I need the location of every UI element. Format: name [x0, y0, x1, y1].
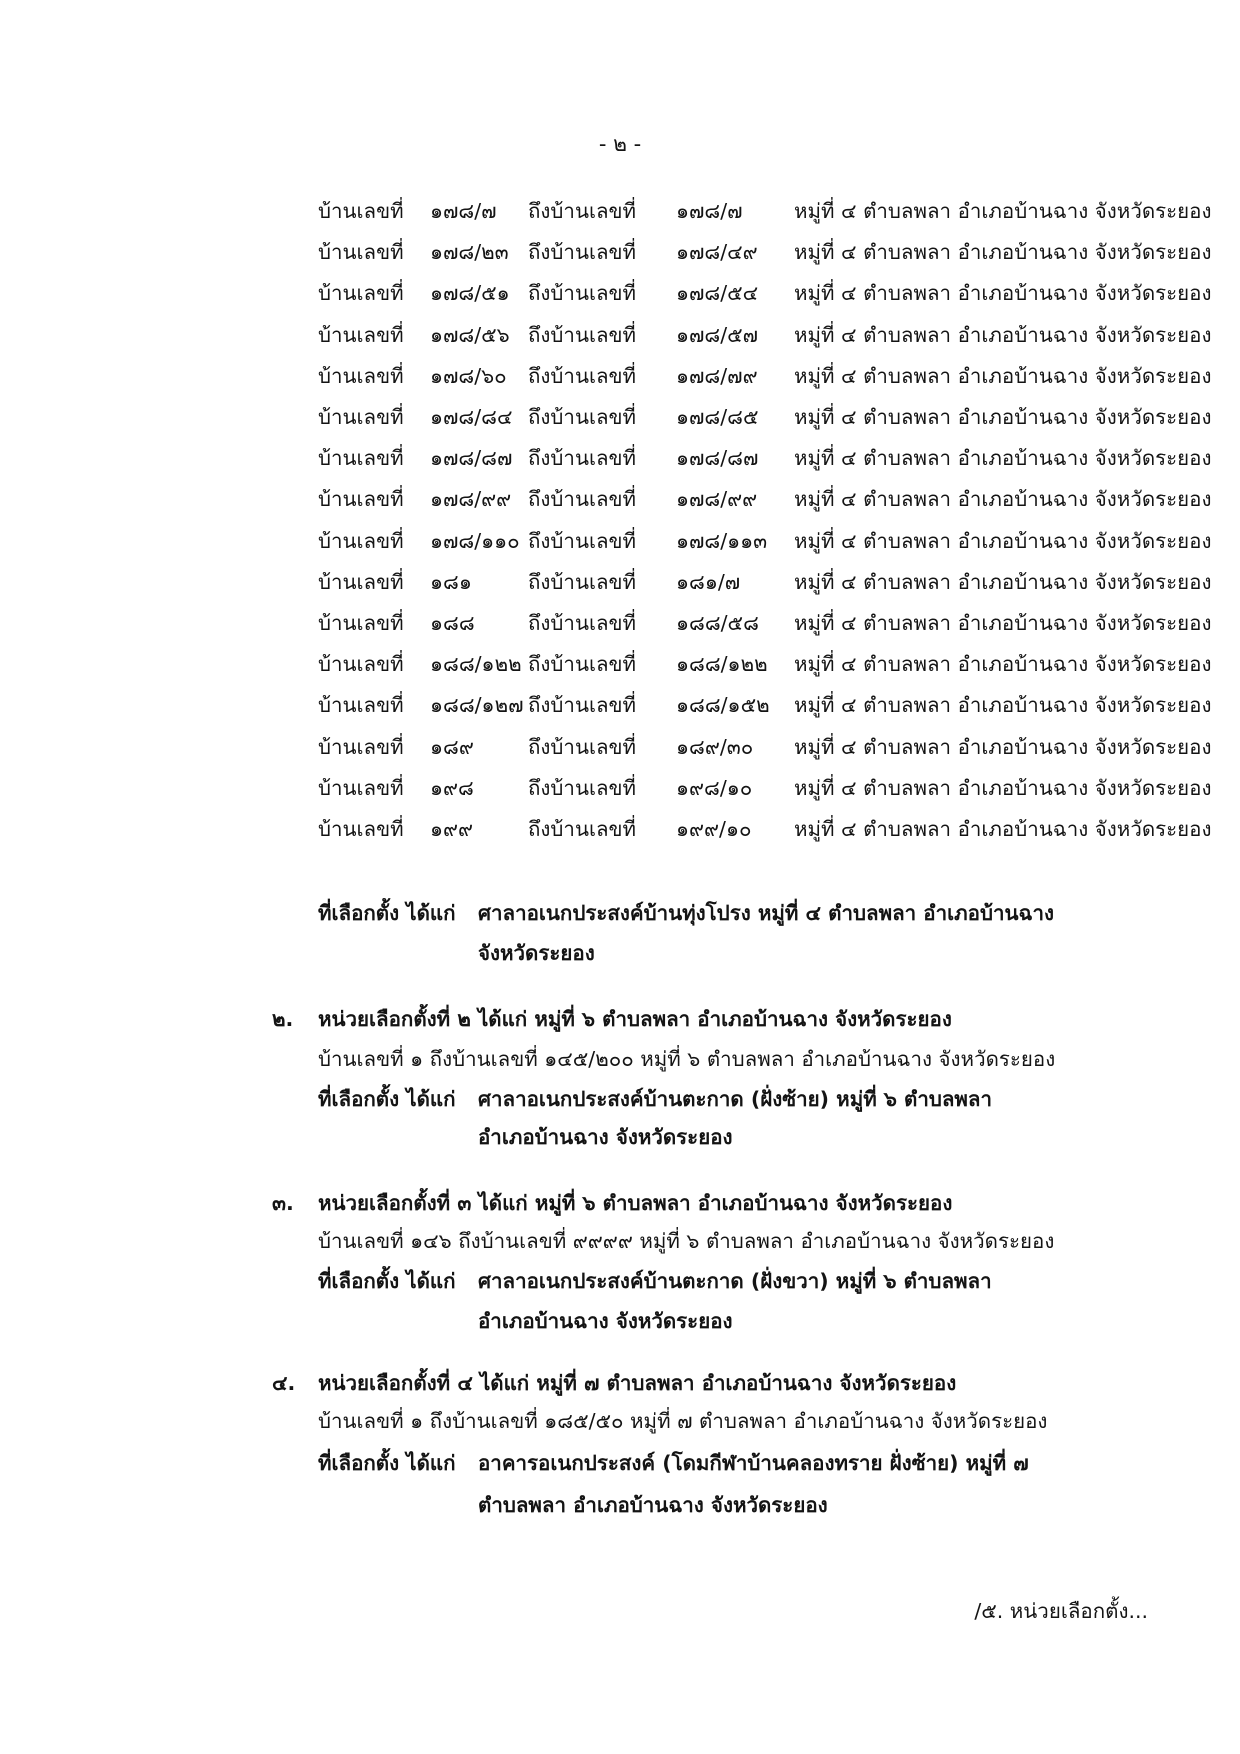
- address-from: ๑๗๘/๕๖: [430, 322, 510, 347]
- address-to-label: ถึงบ้านเลขที่: [528, 817, 637, 841]
- address-locality: หมู่ที่ ๔ ตำบลพลา อำเภอบ้านฉาง จังหวัดระยอง: [794, 528, 1212, 553]
- address-row: [318, 690, 1212, 720]
- address-to: ๑๗๘/๔๙: [676, 240, 758, 265]
- unit-number: ๔.: [272, 1371, 296, 1395]
- address-row: [318, 649, 1212, 679]
- address-to-label: ถึงบ้านเลขที่: [528, 693, 637, 718]
- address-to: ๑๗๘/๘๕: [676, 405, 759, 429]
- address-label: บ้านเลขที่: [318, 363, 404, 388]
- unit3-venue: [318, 1266, 992, 1296]
- address-label: บ้านเลขที่: [318, 487, 404, 512]
- address-locality: หมู่ที่ ๔ ตำบลพลา อำเภอบ้านฉาง จังหวัดระยอง: [794, 487, 1212, 512]
- unit2-venue: [318, 1084, 992, 1114]
- address-from: ๑๗๘/๙๙: [430, 487, 512, 512]
- venue-label: ที่เลือกตั้ง ได้แก่: [318, 1087, 456, 1111]
- address-to-label: ถึงบ้านเลขที่: [528, 363, 637, 388]
- unit4-venue-continued: ตำบลพลา อำเภอบ้านฉาง จังหวัดระยอง: [478, 1493, 828, 1517]
- address-to-label: ถึงบ้านเลขที่: [528, 446, 637, 471]
- address-label: บ้านเลขที่: [318, 734, 404, 759]
- unit3-heading: [272, 1188, 952, 1218]
- address-label: บ้านเลขที่: [318, 652, 404, 677]
- address-locality: หมู่ที่ ๔ ตำบลพลา อำเภอบ้านฉาง จังหวัดระยอง: [794, 693, 1212, 718]
- address-from: ๑๗๘/๑๑๐: [430, 528, 520, 553]
- address-locality: หมู่ที่ ๔ ตำบลพลา อำเภอบ้านฉาง จังหวัดระยอง: [794, 405, 1212, 429]
- address-to-label: ถึงบ้านเลขที่: [528, 487, 637, 512]
- unit4-address-row: บ้านเลขที่ ๑ ถึงบ้านเลขที่ ๑๘๕/๕๐ หมู่ที่ ๗ ตำบลพลา อำเภอบ้านฉาง จังหวัดระยอง: [318, 1409, 1048, 1433]
- address-from: ๑๘๘: [430, 611, 475, 635]
- address-to-label: ถึงบ้านเลขที่: [528, 569, 637, 594]
- address-locality: หมู่ที่ ๔ ตำบลพลา อำเภอบ้านฉาง จังหวัดระยอง: [794, 363, 1212, 388]
- address-to: ๑๘๘/๕๘: [676, 611, 759, 635]
- unit-number: ๓.: [272, 1191, 294, 1215]
- address-locality: หมู่ที่ ๔ ตำบลพลา อำเภอบ้านฉาง จังหวัดระยอง: [794, 281, 1212, 306]
- address-to: ๑๗๘/๕๗: [676, 322, 759, 347]
- venue-label: ที่เลือกตั้ง ได้แก่: [318, 901, 456, 925]
- address-row: [318, 320, 1212, 350]
- address-row: [318, 196, 1212, 226]
- address-to-label: ถึงบ้านเลขที่: [528, 322, 637, 347]
- address-label: บ้านเลขที่: [318, 405, 404, 429]
- address-label: บ้านเลขที่: [318, 322, 404, 347]
- address-from: ๑๘๑: [430, 569, 472, 594]
- venue-line: ศาลาอเนกประสงค์บ้านตะกาด (ฝั่งขวา) หมู่ที่ ๖ ตำบลพลา: [478, 1269, 992, 1293]
- unit-heading-text: หน่วยเลือกตั้งที่ ๓ ได้แก่ หมู่ที่ ๖ ตำบลพลา อำเภอบ้านฉาง จังหวัดระยอง: [318, 1191, 953, 1215]
- venue-label: ที่เลือกตั้ง ได้แก่: [318, 1451, 456, 1475]
- address-to-label: ถึงบ้านเลขที่: [528, 611, 637, 635]
- address-label: บ้านเลขที่: [318, 446, 404, 471]
- venue-label: ที่เลือกตั้ง ได้แก่: [318, 1269, 456, 1293]
- venue-line: ศาลาอเนกประสงค์บ้านทุ่งโปรง หมู่ที่ ๔ ตำบลพลา อำเภอบ้านฉาง: [478, 901, 1054, 925]
- address-from: ๑๗๘/๘๔: [430, 405, 513, 429]
- address-to-label: ถึงบ้านเลขที่: [528, 775, 637, 800]
- address-label: บ้านเลขที่: [318, 199, 404, 223]
- address-label: บ้านเลขที่: [318, 569, 404, 594]
- address-to: ๑๗๘/๕๔: [676, 281, 759, 306]
- address-row: [318, 443, 1212, 473]
- address-row: [318, 732, 1212, 762]
- address-row: [318, 608, 1212, 638]
- address-locality: หมู่ที่ ๔ ตำบลพลา อำเภอบ้านฉาง จังหวัดระยอง: [794, 240, 1212, 265]
- address-to: ๑๗๘/๘๗: [676, 446, 759, 471]
- address-to: ๑๗๘/๗: [676, 199, 743, 223]
- venue-line: ศาลาอเนกประสงค์บ้านตะกาด (ฝั่งซ้าย) หมู่ที่ ๖ ตำบลพลา: [478, 1087, 992, 1111]
- address-to: ๑๘๙/๓๐: [676, 734, 754, 759]
- address-locality: หมู่ที่ ๔ ตำบลพลา อำเภอบ้านฉาง จังหวัดระยอง: [794, 775, 1212, 800]
- address-to: ๑๘๘/๑๕๒: [676, 693, 770, 718]
- address-locality: หมู่ที่ ๔ ตำบลพลา อำเภอบ้านฉาง จังหวัดระยอง: [794, 611, 1212, 635]
- address-to: ๑๗๘/๑๑๓: [676, 528, 768, 553]
- address-label: บ้านเลขที่: [318, 281, 404, 306]
- address-to-label: ถึงบ้านเลขที่: [528, 405, 637, 429]
- address-from: ๑๗๘/๕๑: [430, 281, 510, 306]
- address-to-label: ถึงบ้านเลขที่: [528, 199, 637, 223]
- address-locality: หมู่ที่ ๔ ตำบลพลา อำเภอบ้านฉาง จังหวัดระยอง: [794, 569, 1212, 594]
- address-from: ๑๗๘/๒๓: [430, 240, 509, 265]
- address-to-label: ถึงบ้านเลขที่: [528, 652, 637, 677]
- address-row: [318, 402, 1212, 432]
- unit2-heading: [272, 1004, 952, 1034]
- address-locality: หมู่ที่ ๔ ตำบลพลา อำเภอบ้านฉาง จังหวัดระยอง: [794, 322, 1212, 347]
- address-row: [318, 484, 1212, 514]
- address-label: บ้านเลขที่: [318, 611, 404, 635]
- continuation-note: /๕. หน่วยเลือกตั้ง...: [974, 1599, 1148, 1623]
- address-label: บ้านเลขที่: [318, 528, 404, 553]
- unit1-venue: [318, 898, 1054, 928]
- address-row: [318, 814, 1212, 844]
- address-row: [318, 567, 1212, 597]
- address-row: [318, 361, 1212, 391]
- address-locality: หมู่ที่ ๔ ตำบลพลา อำเภอบ้านฉาง จังหวัดระยอง: [794, 446, 1212, 471]
- address-label: บ้านเลขที่: [318, 240, 404, 265]
- address-from: ๑๗๘/๗: [430, 199, 497, 223]
- address-locality: หมู่ที่ ๔ ตำบลพลา อำเภอบ้านฉาง จังหวัดระยอง: [794, 199, 1212, 223]
- address-to: ๑๗๘/๙๙: [676, 487, 758, 512]
- address-from: ๑๙๘: [430, 775, 474, 800]
- address-to: ๑๘๘/๑๒๒: [676, 652, 768, 677]
- unit4-heading: [272, 1368, 956, 1398]
- address-row: [318, 526, 1212, 556]
- unit2-address-row: บ้านเลขที่ ๑ ถึงบ้านเลขที่ ๑๔๕/๒๐๐ หมู่ที่ ๖ ตำบลพลา อำเภอบ้านฉาง จังหวัดระยอง: [318, 1047, 1056, 1071]
- address-label: บ้านเลขที่: [318, 693, 404, 718]
- unit-heading-text: หน่วยเลือกตั้งที่ ๔ ได้แก่ หมู่ที่ ๗ ตำบลพลา อำเภอบ้านฉาง จังหวัดระยอง: [318, 1371, 957, 1395]
- unit-number: ๒.: [272, 1007, 294, 1031]
- address-locality: หมู่ที่ ๔ ตำบลพลา อำเภอบ้านฉาง จังหวัดระยอง: [794, 652, 1212, 677]
- address-label: บ้านเลขที่: [318, 775, 404, 800]
- address-row: [318, 278, 1212, 308]
- unit2-venue-continued: อำเภอบ้านฉาง จังหวัดระยอง: [478, 1125, 733, 1149]
- address-to: ๑๙๙/๑๐: [676, 817, 752, 841]
- address-from: ๑๘๙: [430, 734, 474, 759]
- address-to-label: ถึงบ้านเลขที่: [528, 281, 637, 306]
- address-to-label: ถึงบ้านเลขที่: [528, 734, 637, 759]
- unit3-venue-continued: อำเภอบ้านฉาง จังหวัดระยอง: [478, 1309, 733, 1333]
- venue-line: อาคารอเนกประสงค์ (โดมกีฬาบ้านคลองทราย ฝั่งซ้าย) หมู่ที่ ๗: [478, 1451, 1029, 1475]
- address-to-label: ถึงบ้านเลขที่: [528, 528, 637, 553]
- address-from: ๑๗๘/๖๐: [430, 363, 507, 388]
- address-from: ๑๙๙: [430, 817, 474, 841]
- address-locality: หมู่ที่ ๔ ตำบลพลา อำเภอบ้านฉาง จังหวัดระยอง: [794, 817, 1212, 841]
- unit1-venue-continued: จังหวัดระยอง: [478, 941, 595, 965]
- address-row: [318, 237, 1212, 267]
- unit3-address-row: บ้านเลขที่ ๑๔๖ ถึงบ้านเลขที่ ๙๙๙๙ หมู่ที่ ๖ ตำบลพลา อำเภอบ้านฉาง จังหวัดระยอง: [318, 1229, 1055, 1253]
- address-to: ๑๙๘/๑๐: [676, 775, 753, 800]
- address-from: ๑๘๘/๑๒๗: [430, 693, 524, 718]
- address-row: [318, 773, 1212, 803]
- unit4-venue: [318, 1448, 1029, 1478]
- address-from: ๑๗๘/๘๗: [430, 446, 513, 471]
- address-label: บ้านเลขที่: [318, 817, 404, 841]
- address-to: ๑๘๑/๗: [676, 569, 741, 594]
- address-to-label: ถึงบ้านเลขที่: [528, 240, 637, 265]
- address-from: ๑๘๘/๑๒๒: [430, 652, 522, 677]
- address-to: ๑๗๘/๗๙: [676, 363, 758, 388]
- address-locality: หมู่ที่ ๔ ตำบลพลา อำเภอบ้านฉาง จังหวัดระยอง: [794, 734, 1212, 759]
- unit-heading-text: หน่วยเลือกตั้งที่ ๒ ได้แก่ หมู่ที่ ๖ ตำบลพลา อำเภอบ้านฉาง จังหวัดระยอง: [318, 1007, 952, 1031]
- page-number: - ๒ -: [598, 132, 642, 156]
